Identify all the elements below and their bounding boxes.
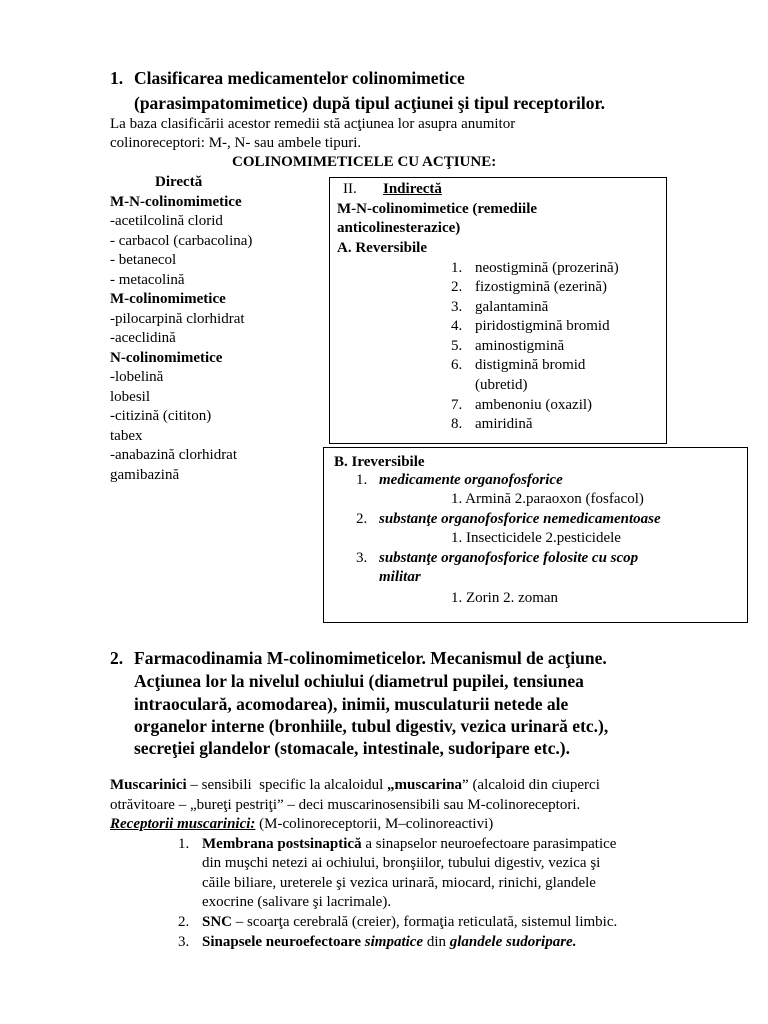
receptor-item1-rest: a sinapselor neuroefectoare parasimpatice (361, 836, 617, 852)
list-number: 5. (451, 338, 463, 354)
receptor-item2-rest: – scoarţa cerebrală (creier), formaţia reticulată, sistemul limbic. (232, 914, 618, 930)
list-item: gamibazină (110, 467, 180, 483)
list-number: 4. (451, 318, 463, 334)
muscarinic-def-a: – sensibili specific la alcaloidul (186, 777, 388, 793)
receptor-item3 (202, 934, 576, 951)
section1-subheading: COLINOMIMETICELE CU ACŢIUNE: (232, 154, 497, 170)
muscarina-term: muscarina (394, 777, 463, 793)
receptor-item1-line1 (202, 836, 616, 853)
irreversible-item3-sub: 1. Zorin 2. zoman (451, 590, 559, 606)
list-item: tabex (110, 428, 143, 444)
receptor-item3-glands: glandele sudoripare. (449, 934, 577, 950)
section1-title-line1: Clasificarea medicamentelor colinomimetice (134, 68, 465, 88)
section2-line: secreţiei glandelor (stomacale, intestinale, sudoripare etc.). (134, 738, 570, 758)
section1-number: 1. (110, 68, 124, 88)
receptors-label: Receptorii muscarinici: (110, 816, 256, 832)
list-item: lobesil (110, 389, 150, 405)
list-item: - metacolină (110, 272, 185, 288)
list-item: ambenoniu (oxazil) (475, 397, 593, 413)
receptor-item2 (202, 914, 617, 931)
muscarinic-term: Muscarinici (110, 777, 187, 793)
irreversible-label: B. Ireversibile (334, 454, 425, 470)
section2-line: Farmacodinamia M-colinomimeticelor. Mecanismul de acţiune. (134, 648, 607, 668)
receptors-line (110, 815, 493, 835)
list-number: 6. (451, 357, 463, 373)
receptor-item3-mid: din (423, 934, 450, 950)
list-item: aminostigmină (475, 338, 565, 354)
list-item: - betanecol (110, 252, 177, 268)
irreversible-item1-sub: 1. Armină 2.paraoxon (fosfacol) (451, 491, 644, 507)
reversible-label: A. Reversibile (337, 240, 427, 256)
indirect-roman: II. (343, 181, 357, 197)
list-item: piridostigmină bromid (475, 318, 610, 334)
indirect-subheading-line2: anticolinesterazice) (337, 220, 461, 236)
irreversible-item3-line2: militar (379, 569, 421, 585)
section1-intro-line2: colinoreceptori: M-, N- sau ambele tipuri. (110, 135, 362, 151)
direct-heading: Directă (155, 174, 203, 190)
list-number: 1. (356, 472, 368, 488)
muscarinic-line1 (110, 776, 600, 796)
list-item: -anabazină clorhidrat (110, 447, 238, 463)
receptor-item1-line2: din muşchi netezi ai ochiului, bronşiilor, tubului digestiv, vezica şi (202, 855, 601, 871)
section1-title-line2: (parasimpatomimetice) după tipul acţiunei şi tipul receptorilor. (134, 93, 606, 113)
irreversible-item2: substanţe organofosforice nemedicamentoase (379, 511, 661, 527)
receptor-item1-line4: exocrine (salivare şi lacrimale). (202, 894, 392, 910)
list-item: distigmină bromid (475, 357, 586, 373)
section2-line: intraoculară, acomodarea), inimii, musculaturii netede ale (134, 694, 569, 714)
section2-line: organelor interne (bronhiile, tubul digestiv, vezica urinară etc.), (134, 716, 609, 736)
list-item: -lobelină (110, 369, 164, 385)
receptor-item1-bold: Membrana postsinaptică (202, 836, 362, 852)
m-heading: M-colinomimetice (110, 291, 226, 307)
irreversible-item1: medicamente organofosforice (379, 472, 563, 488)
list-item: (ubretid) (475, 377, 528, 393)
section1-intro-line1: La baza clasificării acestor remedii stă acţiunea lor asupra anumitor (110, 116, 516, 132)
list-number: 2. (451, 279, 463, 295)
mn-heading: M-N-colinomimetice (110, 194, 242, 210)
irreversible-item3-line1: substanţe organofosforice folosite cu scop (379, 550, 639, 566)
receptor-item2-bold: SNC (202, 914, 233, 930)
list-item: -citizină (cititon) (110, 408, 212, 424)
receptor-item3-simpatice: simpatice (364, 934, 424, 950)
list-number: 2. (356, 511, 368, 527)
list-item: amiridină (475, 416, 533, 432)
list-item: fizostigmină (ezerină) (475, 279, 608, 295)
list-item: - carbacol (carbacolina) (110, 233, 253, 249)
list-number: 3. (356, 550, 368, 566)
section2-number: 2. (110, 648, 124, 668)
section2-line: Acţiunea lor la nivelul ochiului (diametrul pupilei, tensiunea (134, 671, 584, 691)
list-item: galantamină (475, 299, 549, 315)
muscarinic-line2: otrăvitoare – „bureţi pestriţi” – deci muscarinosensibili sau M-colinoreceptori. (110, 797, 581, 813)
receptors-rest: (M-colinoreceptorii, M–colinoreactivi) (255, 816, 494, 832)
n-heading: N-colinomimetice (110, 350, 223, 366)
list-item: neostigmină (prozerină) (475, 260, 619, 276)
list-number: 1. (451, 260, 463, 276)
irreversible-item2-sub: 1. Insecticidele 2.pesticidele (451, 530, 621, 546)
receptor-item1-line3: căile biliare, ureterele şi vezica urinară, miocard, rinichi, glandele (202, 875, 596, 891)
list-number: 3. (178, 934, 190, 950)
list-number: 1. (178, 836, 190, 852)
list-number: 3. (451, 299, 463, 315)
indirect-subheading-line1: M-N-colinomimetice (remediile (337, 201, 538, 217)
list-number: 7. (451, 397, 463, 413)
list-number: 2. (178, 914, 190, 930)
quote-open: „ (387, 777, 395, 793)
list-number: 8. (451, 416, 463, 432)
list-item: -aceclidină (110, 330, 176, 346)
list-item: -acetilcolină clorid (110, 213, 223, 229)
list-item: -pilocarpină clorhidrat (110, 311, 245, 327)
indirect-heading: Indirectă (383, 181, 442, 197)
muscarinic-def-b: ” (alcaloid din ciuperci (462, 777, 600, 793)
receptor-item3-bold: Sinapsele neuroefectoare (202, 934, 365, 950)
